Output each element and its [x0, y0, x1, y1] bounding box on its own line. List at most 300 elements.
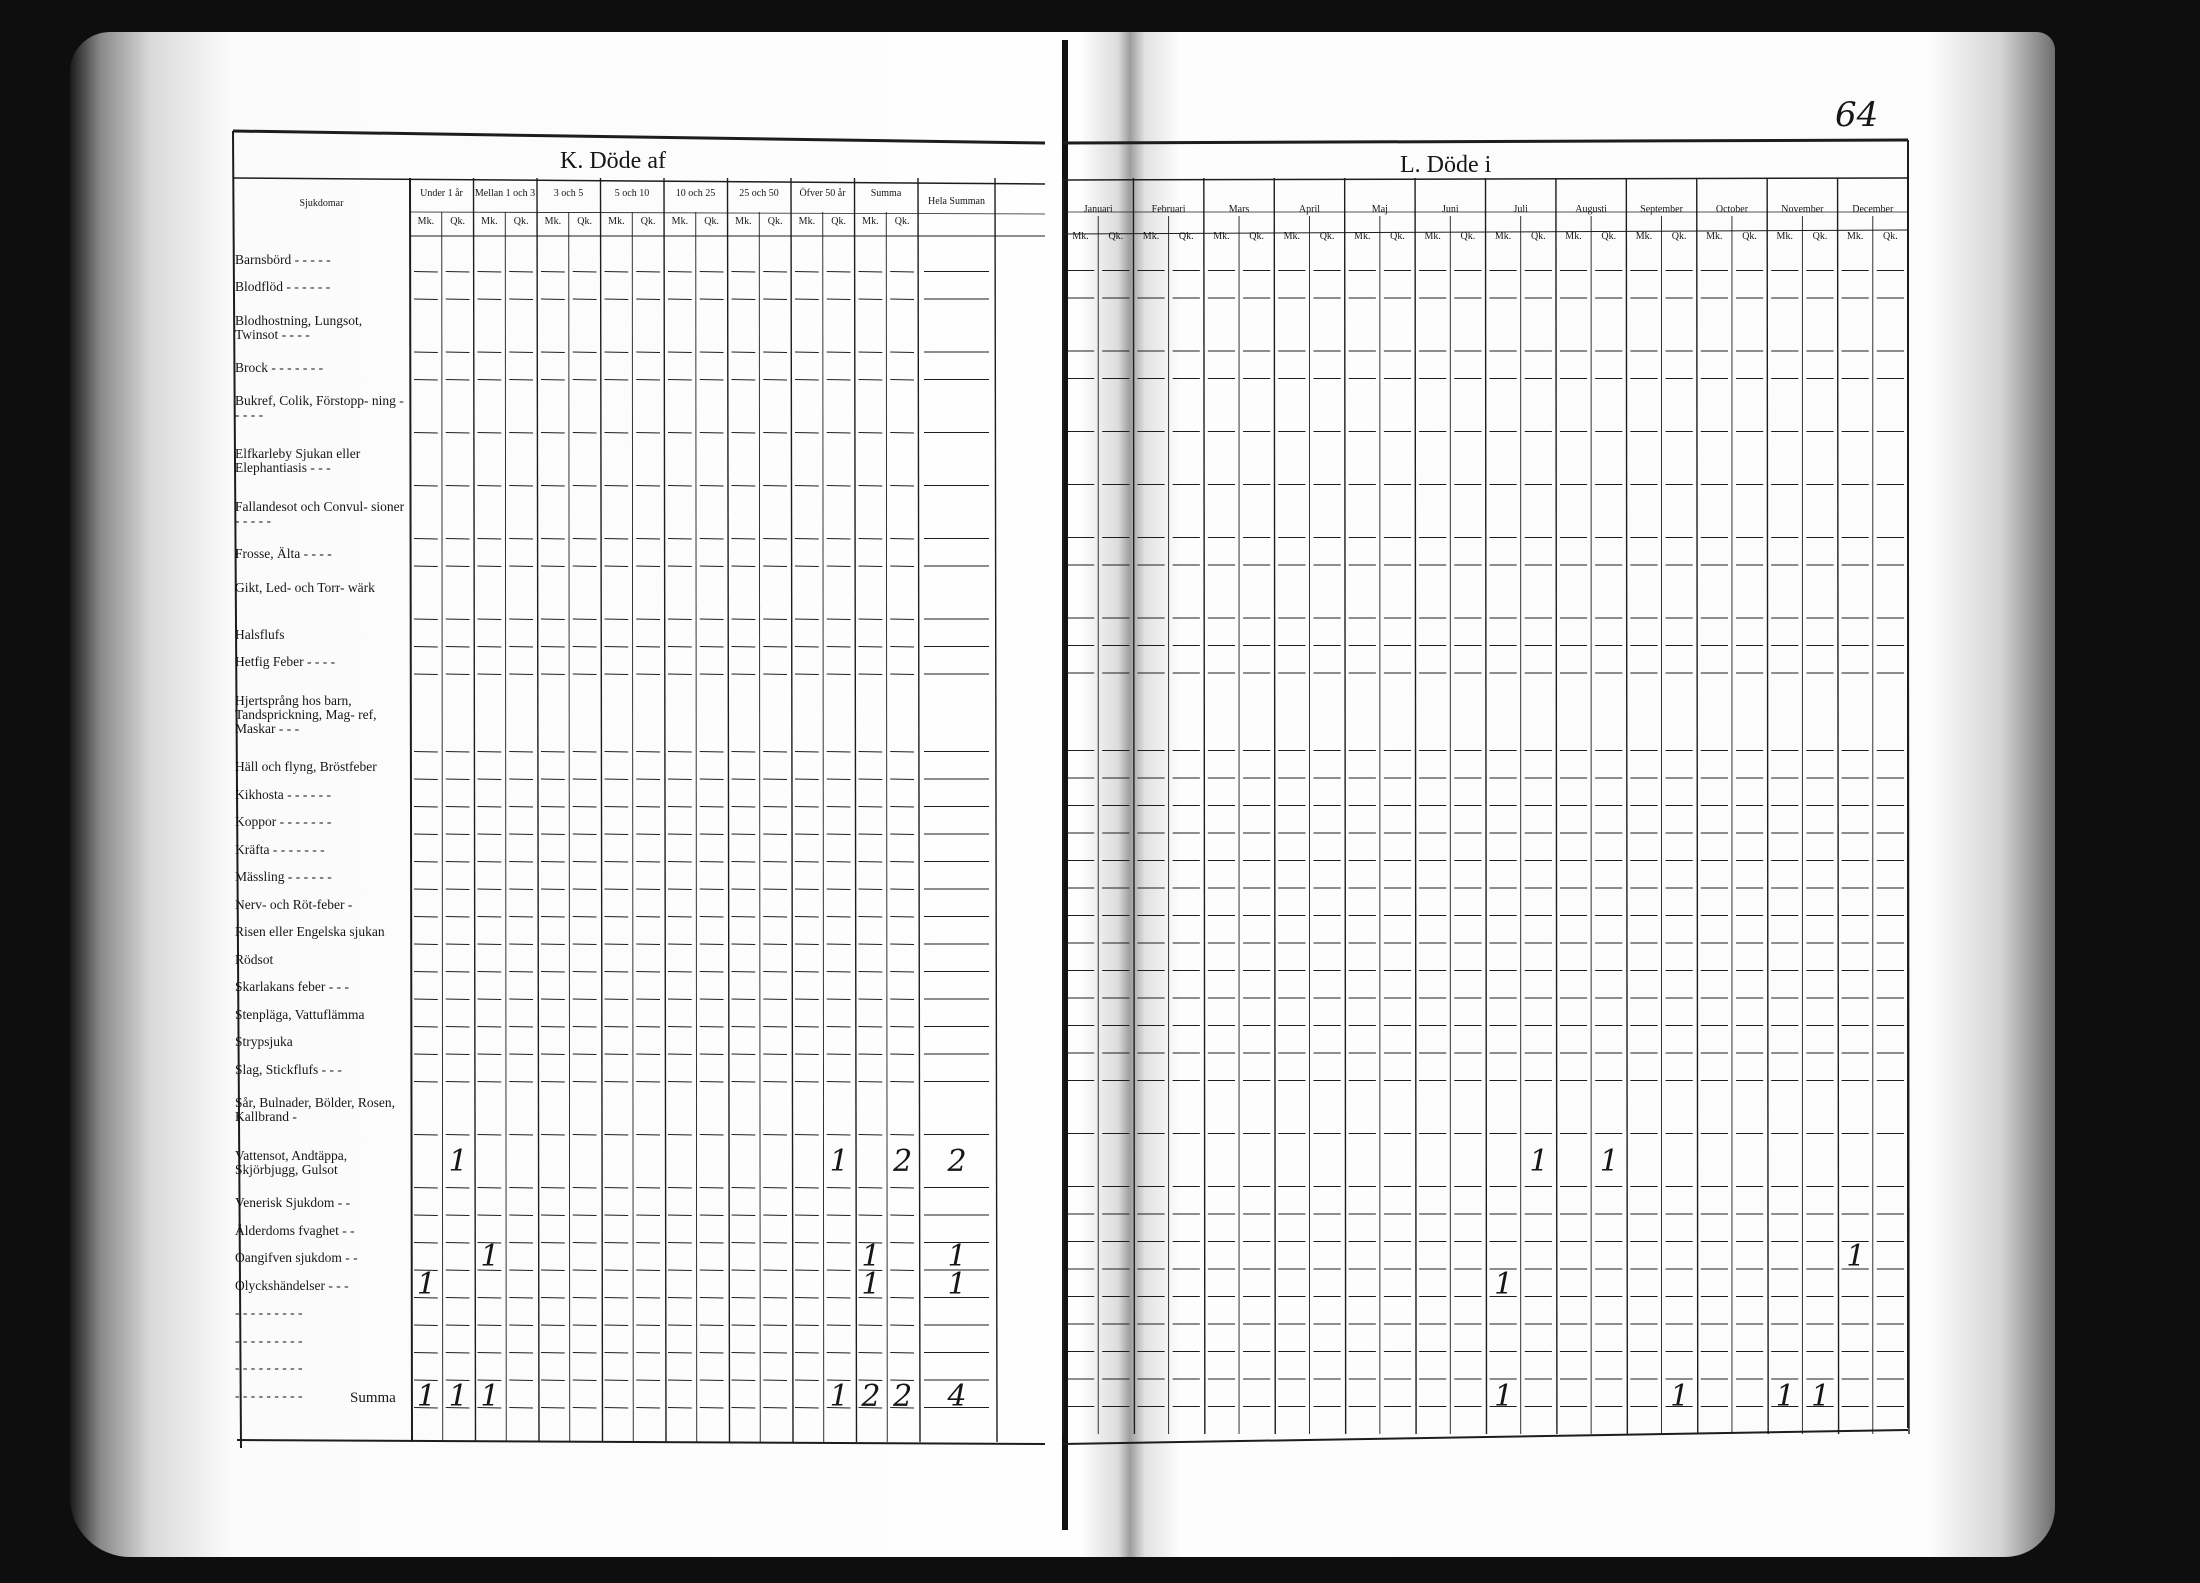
row-rule	[890, 889, 914, 890]
month-sub-mk: Mk.	[1072, 231, 1089, 242]
month-sub-qk: Qk.	[1742, 231, 1757, 242]
row-rule	[700, 807, 724, 808]
row-rule	[890, 1054, 914, 1055]
row-rule	[890, 647, 914, 648]
row-rule	[795, 889, 819, 890]
row-rule	[700, 647, 724, 648]
month-sub-qk: Qk.	[1390, 231, 1405, 242]
row-rule	[573, 1082, 597, 1083]
handwritten-entry: 1	[1810, 1379, 1831, 1414]
row-rule	[795, 752, 819, 753]
row-rule	[605, 272, 629, 273]
handwritten-entry: 1	[1599, 1144, 1619, 1179]
row-rule	[732, 566, 756, 567]
row-rule	[605, 539, 629, 540]
row-label: Ålderdoms fvaghet - -	[235, 1222, 355, 1238]
row-rule	[700, 1380, 724, 1381]
row-rule	[668, 1135, 692, 1136]
row-label: Slag, Stickflufs - - -	[235, 1061, 342, 1077]
row-rule	[509, 1380, 533, 1381]
row-rule	[509, 1408, 533, 1409]
month-sub-mk: Mk.	[1706, 231, 1723, 242]
row-rule	[827, 834, 851, 835]
row-rule	[668, 647, 692, 648]
row-rule	[509, 807, 533, 808]
row-rule	[446, 1270, 470, 1271]
row-rule	[732, 972, 756, 973]
row-rule	[859, 1054, 883, 1055]
row-rule	[573, 752, 597, 753]
row-label: Strypsjuka	[235, 1034, 293, 1050]
left-sub-rule	[442, 212, 443, 1442]
row-rule	[414, 1188, 438, 1189]
row-rule	[795, 1408, 819, 1409]
handwritten-entry: 1	[1775, 1379, 1795, 1414]
sub-heading-qk: Qk.	[831, 216, 846, 227]
row-rule	[763, 1215, 787, 1216]
row-rule	[446, 674, 470, 675]
row-rule	[890, 999, 914, 1000]
row-rule	[668, 566, 692, 567]
month-rule	[1626, 178, 1627, 1434]
row-rule	[605, 1054, 629, 1055]
row-rule	[414, 486, 438, 487]
row-rule	[605, 380, 629, 381]
row-rule	[414, 433, 438, 434]
row-rule	[763, 539, 787, 540]
row-label: Rödsot	[235, 951, 274, 967]
row-rule	[795, 647, 819, 648]
row-rule	[446, 1054, 470, 1055]
row-rule	[605, 944, 629, 945]
row-rule	[763, 647, 787, 648]
row-rule	[668, 862, 692, 863]
row-rule	[763, 862, 787, 863]
handwritten-entry: 2	[861, 1379, 881, 1414]
age-group-heading: Mellan 1 och 3	[474, 188, 536, 199]
row-rule	[890, 1353, 914, 1354]
row-rule	[605, 1027, 629, 1028]
row-rule	[668, 1380, 692, 1381]
row-rule	[700, 1054, 724, 1055]
handwritten-entry: 1	[448, 1144, 468, 1179]
age-group-heading: 5 och 10	[614, 188, 650, 199]
row-rule	[605, 917, 629, 918]
row-rule	[605, 566, 629, 567]
row-rule	[605, 889, 629, 890]
row-rule	[636, 1298, 660, 1299]
row-rule	[859, 889, 883, 890]
age-group-heading: 25 och 50	[739, 188, 779, 199]
row-rule	[573, 1215, 597, 1216]
left-sub-rule	[759, 212, 760, 1442]
row-rule	[605, 619, 629, 620]
row-rule	[478, 752, 502, 753]
row-rule	[636, 1270, 660, 1271]
page-number: 64	[1835, 95, 1879, 135]
row-rule	[636, 674, 660, 675]
row-rule	[541, 539, 565, 540]
row-rule	[573, 352, 597, 353]
row-rule	[827, 380, 851, 381]
month-heading: Mars	[1228, 204, 1250, 215]
row-rule	[509, 299, 533, 300]
row-rule	[763, 272, 787, 273]
row-rule	[859, 539, 883, 540]
row-rule	[700, 1215, 724, 1216]
row-rule	[668, 1082, 692, 1083]
month-rule	[1838, 178, 1839, 1434]
row-rule	[700, 999, 724, 1000]
row-rule	[827, 1298, 851, 1299]
row-rule	[732, 272, 756, 273]
row-rule	[827, 862, 851, 863]
row-rule	[636, 944, 660, 945]
sub-heading-mk: Mk.	[481, 216, 498, 227]
row-rule	[859, 917, 883, 918]
row-rule	[827, 647, 851, 648]
row-rule	[509, 486, 533, 487]
handwritten-entry: 2	[893, 1144, 913, 1179]
row-rule	[446, 807, 470, 808]
row-rule	[700, 779, 724, 780]
row-rule	[414, 889, 438, 890]
left-sub-rule	[823, 212, 824, 1442]
row-rule	[509, 834, 533, 835]
row-rule	[446, 619, 470, 620]
row-rule	[605, 674, 629, 675]
row-rule	[668, 807, 692, 808]
row-rule	[859, 619, 883, 620]
sub-heading-qk: Qk.	[767, 216, 783, 227]
left-sub-rule	[696, 212, 697, 1442]
month-rule	[1415, 178, 1416, 1434]
row-label: Stenpläga, Vattuflämma	[235, 1006, 365, 1022]
handwritten-entry: 1	[829, 1144, 849, 1179]
row-rule	[668, 752, 692, 753]
left-section-header: K. Döde af	[560, 148, 666, 174]
row-rule	[446, 917, 470, 918]
row-rule	[890, 1082, 914, 1083]
row-rule	[732, 889, 756, 890]
row-rule	[827, 807, 851, 808]
month-sub-mk: Mk.	[1776, 231, 1793, 242]
row-rule	[795, 944, 819, 945]
row-rule	[509, 752, 533, 753]
left-group-rule	[791, 178, 793, 1442]
row-rule	[541, 1135, 565, 1136]
row-rule	[414, 1353, 438, 1354]
handwritten-entry: 1	[861, 1239, 881, 1275]
row-rule	[890, 1027, 914, 1028]
row-label: Barnsbörd - - - - -	[235, 251, 331, 267]
row-rule	[541, 272, 565, 273]
row-rule	[859, 352, 883, 353]
row-rule	[446, 834, 470, 835]
month-sub-mk: Mk.	[1565, 231, 1582, 242]
row-rule	[668, 917, 692, 918]
row-rule	[541, 299, 565, 300]
row-rule	[605, 1082, 629, 1083]
row-rule	[478, 779, 502, 780]
row-rule	[859, 380, 883, 381]
left-sub-rule	[632, 212, 633, 1442]
row-rule	[795, 566, 819, 567]
row-rule	[795, 486, 819, 487]
month-heading: Februari	[1151, 204, 1186, 215]
row-rule	[414, 352, 438, 353]
row-rule	[605, 1353, 629, 1354]
row-rule	[446, 1082, 470, 1083]
row-rule	[446, 1135, 470, 1136]
month-heading: December	[1852, 204, 1894, 215]
row-rule	[478, 352, 502, 353]
row-rule	[795, 972, 819, 973]
handwritten-entry: 1	[416, 1266, 436, 1302]
row-rule	[668, 1270, 692, 1271]
left-group-rule	[855, 178, 857, 1442]
row-label: Olyckshändelser - - -	[235, 1277, 349, 1293]
row-rule	[478, 1215, 502, 1216]
row-rule	[700, 1298, 724, 1299]
row-label: - - - - - - - - -	[235, 1332, 303, 1348]
row-rule	[732, 1027, 756, 1028]
row-rule	[573, 539, 597, 540]
row-rule	[795, 1054, 819, 1055]
row-label: Mässling - - - - - -	[235, 869, 332, 885]
row-rule	[700, 1325, 724, 1326]
row-rule	[636, 272, 660, 273]
row-rule	[732, 647, 756, 648]
row-rule	[541, 566, 565, 567]
row-rule	[509, 647, 533, 648]
row-rule	[827, 1215, 851, 1216]
row-rule	[509, 1188, 533, 1189]
row-rule	[509, 999, 533, 1000]
row-rule	[636, 752, 660, 753]
row-rule	[668, 834, 692, 835]
row-rule	[446, 486, 470, 487]
row-rule	[636, 779, 660, 780]
row-rule	[541, 1298, 565, 1299]
handwritten-entry: 1	[1494, 1379, 1514, 1414]
row-rule	[890, 566, 914, 567]
sub-heading-qk: Qk.	[640, 216, 656, 227]
sub-heading-mk: Mk.	[417, 216, 435, 227]
row-rule	[446, 539, 470, 540]
row-rule	[446, 779, 470, 780]
row-rule	[859, 972, 883, 973]
left-group-rule	[410, 178, 412, 1442]
row-rule	[509, 1215, 533, 1216]
row-rule	[446, 889, 470, 890]
row-label: Vattensot, Andtäppa, Skjörbjugg, Gulsot	[235, 1148, 348, 1177]
row-rule	[509, 1054, 533, 1055]
row-rule	[859, 433, 883, 434]
row-rule	[478, 647, 502, 648]
month-sub-qk: Qk.	[1812, 231, 1828, 242]
row-rule	[668, 1188, 692, 1189]
row-rule	[605, 779, 629, 780]
row-rule	[573, 1325, 597, 1326]
row-rule	[573, 566, 597, 567]
month-sub-qk: Qk.	[1601, 231, 1617, 242]
row-rule	[700, 834, 724, 835]
row-rule	[668, 944, 692, 945]
row-rule	[859, 1082, 883, 1083]
row-label: Skarlakans feber - - -	[235, 979, 349, 995]
row-rule	[763, 944, 787, 945]
row-rule	[827, 352, 851, 353]
row-rule	[795, 619, 819, 620]
month-sub-mk: Mk.	[1213, 231, 1230, 242]
row-rule	[541, 1353, 565, 1354]
row-rule	[414, 1325, 438, 1326]
row-rule	[890, 619, 914, 620]
row-rule	[446, 380, 470, 381]
row-rule	[732, 486, 756, 487]
row-rule	[573, 1054, 597, 1055]
row-rule	[446, 1325, 470, 1326]
row-rule	[763, 299, 787, 300]
row-rule	[414, 539, 438, 540]
row-rule	[890, 674, 914, 675]
row-rule	[827, 539, 851, 540]
row-rule	[605, 1270, 629, 1271]
handwritten-entry: 1	[829, 1379, 849, 1414]
age-group-heading: 10 och 25	[675, 188, 716, 199]
row-rule	[478, 1188, 502, 1189]
row-rule	[573, 1298, 597, 1299]
row-rule	[668, 619, 692, 620]
sub-heading-qk: Qk.	[513, 216, 529, 227]
age-group-heading: 3 och 5	[553, 188, 584, 199]
row-rule	[795, 299, 819, 300]
row-rule	[763, 779, 787, 780]
month-rule	[1133, 178, 1134, 1434]
row-label: - - - - - - - - -	[235, 1360, 303, 1376]
row-rule	[732, 1054, 756, 1055]
row-rule	[859, 862, 883, 863]
row-rule	[414, 1082, 438, 1083]
handwritten-entry: 1	[1670, 1379, 1690, 1414]
row-label: Oangifven sjukdom - -	[235, 1250, 358, 1266]
row-rule	[605, 486, 629, 487]
row-label: - - - - - - - - -	[235, 1387, 303, 1403]
row-rule	[636, 566, 660, 567]
row-rule	[478, 972, 502, 973]
row-rule	[478, 619, 502, 620]
row-label: Koppor - - - - - - -	[235, 814, 332, 830]
row-rule	[859, 299, 883, 300]
row-rule	[636, 380, 660, 381]
row-label: Hjertsprång hos barn, Tandsprickning, Mag- ref, Maskar - - -	[235, 692, 377, 736]
row-rule	[573, 999, 597, 1000]
row-rule	[478, 1325, 502, 1326]
age-group-heading: Summa	[870, 188, 902, 199]
row-rule	[446, 1353, 470, 1354]
row-rule	[668, 486, 692, 487]
row-rule	[509, 1353, 533, 1354]
row-rule	[890, 380, 914, 381]
month-rule	[1274, 178, 1275, 1434]
row-rule	[478, 807, 502, 808]
row-rule	[605, 999, 629, 1000]
row-rule	[890, 1325, 914, 1326]
row-rule	[573, 1027, 597, 1028]
month-sub-mk: Mk.	[1846, 231, 1864, 242]
row-rule	[478, 272, 502, 273]
handwritten-entry: 1	[448, 1379, 468, 1414]
row-rule	[636, 1135, 660, 1136]
row-label: Elfkarleby Sjukan eller Elephantiasis - - -	[235, 446, 361, 475]
frame-bottom-right	[1063, 1430, 1908, 1444]
row-rule	[668, 674, 692, 675]
row-rule	[700, 972, 724, 973]
row-rule	[509, 1325, 533, 1326]
month-sub-qk: Qk.	[1671, 231, 1687, 242]
row-rule	[668, 1215, 692, 1216]
row-label: Hetfig Feber - - - -	[235, 654, 336, 670]
frame-bottom-left	[237, 1440, 1045, 1444]
row-rule	[541, 1270, 565, 1271]
row-label: Blodflöd - - - - - -	[235, 279, 331, 295]
row-rule	[541, 486, 565, 487]
row-rule	[859, 944, 883, 945]
row-rule	[890, 752, 914, 753]
row-rule	[478, 999, 502, 1000]
row-rule	[890, 1188, 914, 1189]
row-rule	[827, 779, 851, 780]
row-rule	[541, 807, 565, 808]
row-rule	[795, 862, 819, 863]
row-rule	[795, 433, 819, 434]
month-sub-qk: Qk.	[1883, 231, 1898, 242]
row-rule	[541, 352, 565, 353]
row-rule	[414, 380, 438, 381]
row-rule	[541, 1380, 565, 1381]
row-rule	[636, 619, 660, 620]
row-rule	[668, 999, 692, 1000]
month-sub-qk: Qk.	[1319, 231, 1335, 242]
row-rule	[859, 1027, 883, 1028]
row-rule	[573, 1243, 597, 1244]
row-rule	[509, 779, 533, 780]
month-heading: Juli	[1513, 204, 1528, 215]
row-rule	[414, 1215, 438, 1216]
row-rule	[541, 380, 565, 381]
row-label: Risen eller Engelska sjukan	[235, 924, 385, 940]
row-rule	[509, 352, 533, 353]
row-rule	[605, 647, 629, 648]
left-group-rule	[728, 178, 730, 1442]
row-rule	[573, 380, 597, 381]
row-rule	[414, 752, 438, 753]
row-rule	[668, 1054, 692, 1055]
row-rule	[668, 272, 692, 273]
row-rule	[573, 1353, 597, 1354]
row-rule	[732, 779, 756, 780]
row-rule	[414, 1054, 438, 1055]
row-rule	[573, 889, 597, 890]
row-rule	[478, 834, 502, 835]
row-rule	[541, 999, 565, 1000]
row-rule	[478, 1082, 502, 1083]
row-rule	[859, 779, 883, 780]
row-rule	[859, 999, 883, 1000]
row-rule	[605, 433, 629, 434]
row-rule	[763, 1408, 787, 1409]
